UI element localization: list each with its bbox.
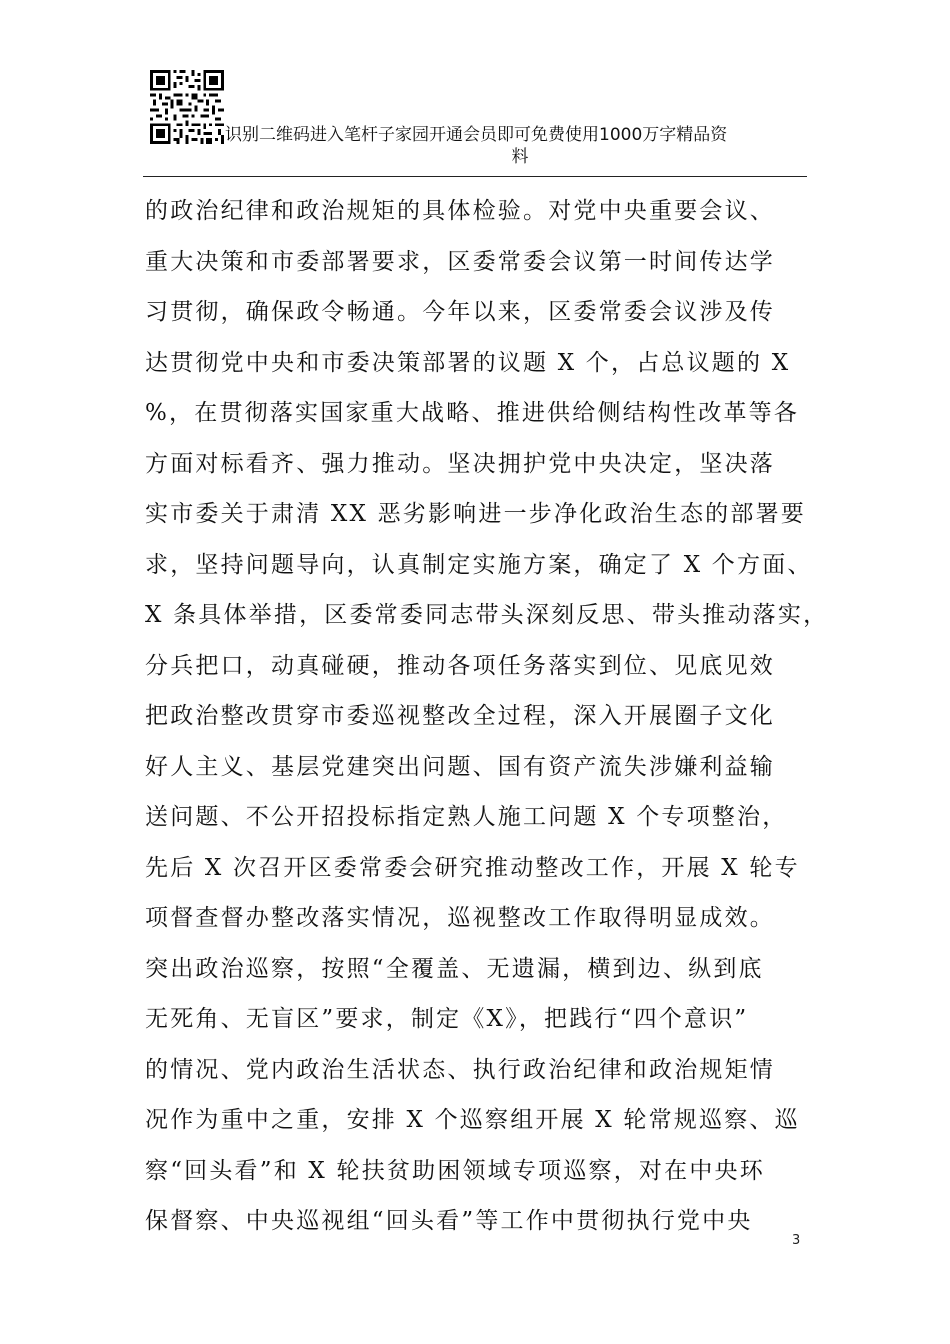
- body-line: 无死角、无盲区”要求，制定《X》，把践行“四个意识”: [145, 1006, 749, 1032]
- body-line: 分兵把口，动真碰硬，推动各项任务落实到位、见底见效: [145, 652, 775, 679]
- body-line: 的情况、党内政治生活状态、执行政治纪律和政治规矩情: [145, 1056, 775, 1083]
- header-line-1: 识别二维码进入笔杆子家园开通会员即可免费使用1000万字精品资: [225, 125, 728, 145]
- body-line: 重大决策和市委部署要求，区委常委会议第一时间传达学: [145, 248, 775, 275]
- body-line: 好人主义、基层党建突出问题、国有资产流失涉嫌利益输: [145, 753, 775, 780]
- header-promo-text: [225, 124, 815, 168]
- body-line: X 条具体举措，区委常委同志带头深刻反思、带头推动落实，: [145, 602, 829, 628]
- body-line: 方面对标看齐、强力推动。坚决拥护党中央决定，坚决落: [145, 450, 775, 477]
- body-line: 项督查督办整改落实情况，巡视整改工作取得明显成效。: [145, 905, 775, 931]
- body-line: 察“回头看”和 X 轮扶贫助困领域专项巡察，对在中央环: [145, 1157, 765, 1184]
- page-number: 3: [792, 1233, 801, 1248]
- body-line: 把政治整改贯穿市委巡视整改全过程，深入开展圈子文化: [145, 703, 775, 729]
- header-line-2: 料: [511, 147, 529, 167]
- body-line: 送问题、不公开招投标指定熟人施工问题 X 个专项整治，: [145, 804, 788, 830]
- body-line: 况作为重中之重，安排 X 个巡察组开展 X 轮常规巡察、巡: [145, 1107, 800, 1133]
- body-line: 的政治纪律和政治规矩的具体检验。对党中央重要会议、: [145, 198, 775, 224]
- header-divider: [143, 176, 807, 177]
- document-body: [145, 186, 829, 1247]
- body-line: 习贯彻，确保政令畅通。今年以来，区委常委会议涉及传: [145, 299, 775, 325]
- qr-code-icon: [150, 70, 224, 144]
- body-line: 先后 X 次召开区委常委会研究推动整改工作，开展 X 轮专: [145, 854, 800, 881]
- body-line: 求，坚持问题导向，认真制定实施方案，确定了 X 个方面、: [145, 551, 813, 578]
- body-line: 保督察、中央巡视组“回头看”等工作中贯彻执行党中央: [145, 1208, 753, 1234]
- body-line: 突出政治巡察，按照“全覆盖、无遗漏，横到边、纵到底: [145, 955, 764, 982]
- body-line: 实市委关于肃清 XX 恶劣影响进一步净化政治生态的部署要: [145, 501, 806, 527]
- body-line: 达贯彻党中央和市委决策部署的议题 X 个，占总议题的 X: [145, 349, 791, 376]
- body-line: %，在贯彻落实国家重大战略、推进供给侧结构性改革等各: [145, 400, 800, 426]
